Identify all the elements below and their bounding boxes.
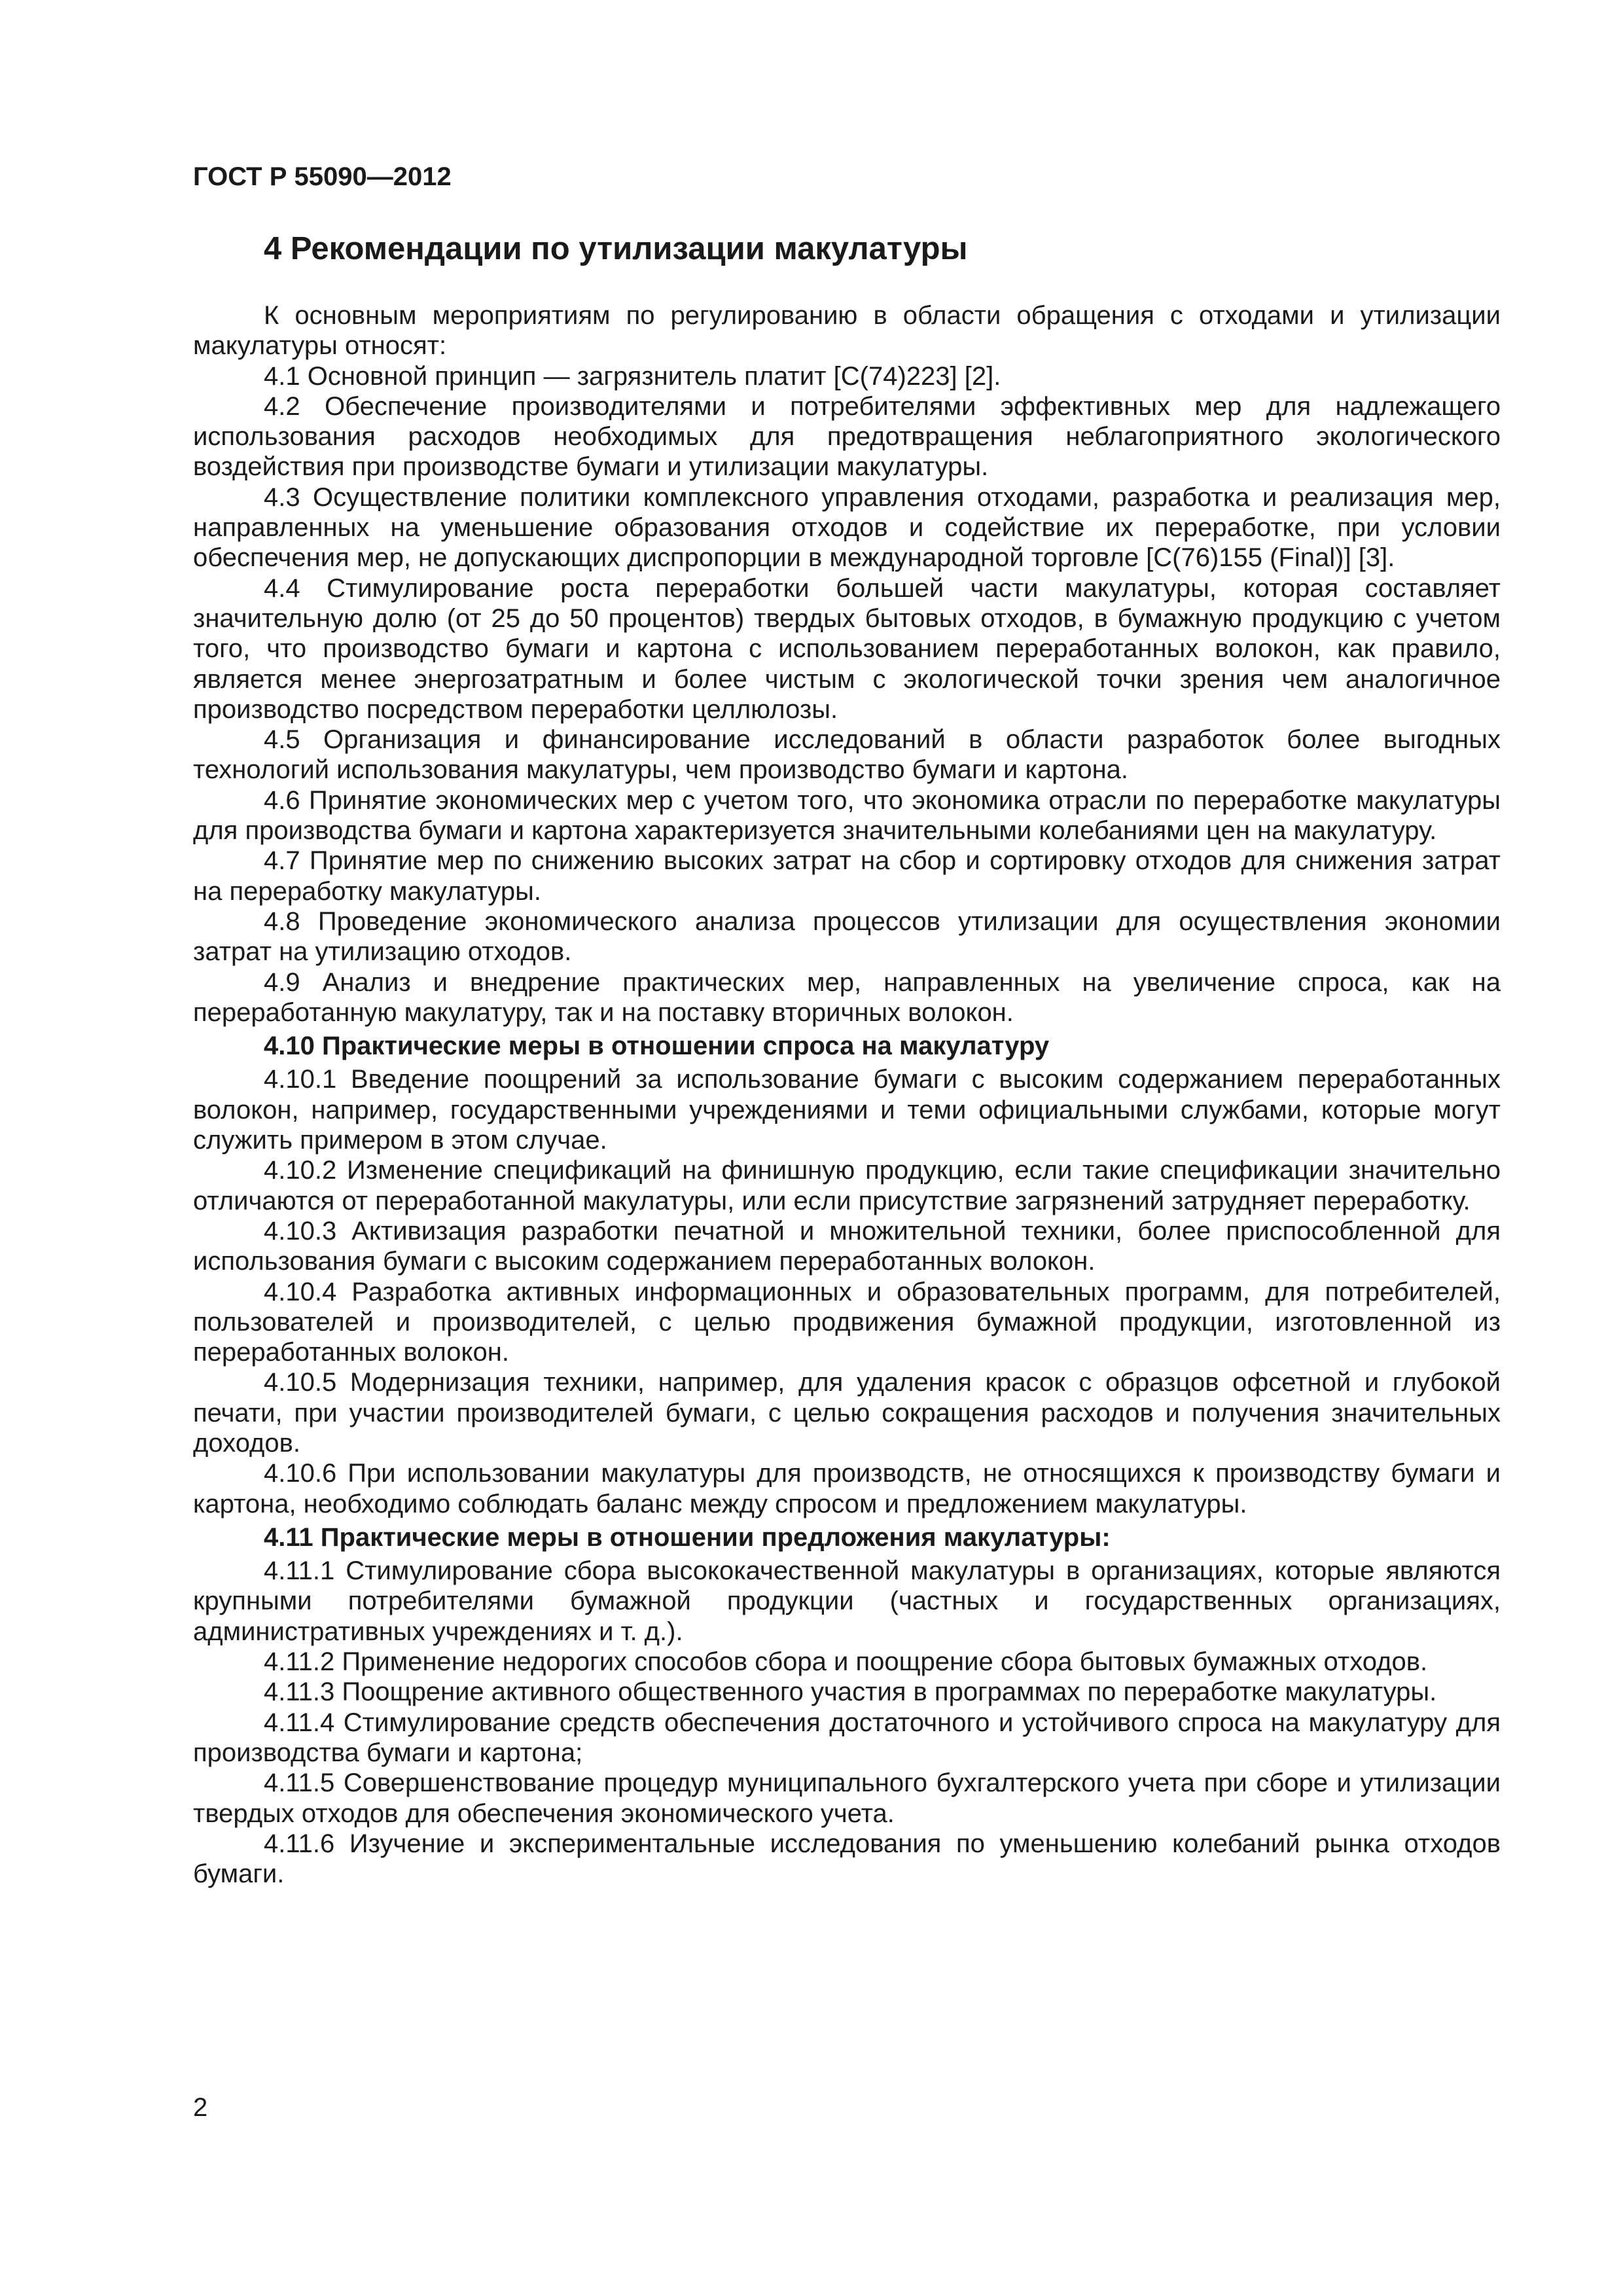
- paragraph-4-10-6: 4.10.6 При использовании макулатуры для производств, не относящихся к производству бумаги и картона, необходимо соблюдать баланс между спросом и предложением макулатуры.: [193, 1459, 1501, 1518]
- document-code: ГОСТ Р 55090—2012: [193, 162, 452, 191]
- paragraph-4-11-4: 4.11.4 Стимулирование средств обеспечения достаточного и устойчивого спроса на макулатуру для производства бумаги и картона;: [193, 1708, 1501, 1767]
- paragraph-4-11-6: 4.11.6 Изучение и экспериментальные исследования по уменьшению колебаний рынка отходов бумаги.: [193, 1829, 1501, 1889]
- paragraph-4-10-2: 4.10.2 Изменение спецификаций на финишную продукцию, если такие спецификации значительно отличаются от переработанной макулатуры, или если присутствие загрязнений затрудняет переработку.: [193, 1156, 1501, 1215]
- paragraph-4-3: 4.3 Осуществление политики комплексного управления отходами, разработка и реализация мер, направленных на уменьшение образования отходов и содействие их переработке, при условии обеспечения мер, не допускающих диспропорции в международной торговле [С(76)155 (Final)] [3].: [193, 482, 1501, 573]
- subsection-heading-4-11: 4.11 Практические меры в отношении предложения макулатуры:: [264, 1522, 1111, 1552]
- subsection-heading-4-10: 4.10 Практические меры в отношении спроса на макулатуру: [264, 1031, 1050, 1061]
- paragraph-4-11-1: 4.11.1 Стимулирование сбора высококачественной макулатуры в организациях, которые являются крупными потребителями бумажной продукции (частных и государственных организациях, административных учреждениях и т. д.).: [193, 1556, 1501, 1646]
- paragraph-4-9: 4.9 Анализ и внедрение практических мер, направленных на увеличение спроса, как на переработанную макулатуру, так и на поставку вторичных волокон.: [193, 967, 1501, 1027]
- paragraph-4-10-1: 4.10.1 Введение поощрений за использование бумаги с высоким содержанием переработанных волокон, например, государственными учреждениями и теми официальными службами, которые могут служить примером в этом случае.: [193, 1065, 1501, 1155]
- paragraph-4-8: 4.8 Проведение экономического анализа процессов утилизации для осуществления экономии затрат на утилизацию отходов.: [193, 906, 1501, 967]
- paragraph-4-11-2: 4.11.2 Применение недорогих способов сбора и поощрение сбора бытовых бумажных отходов.: [264, 1647, 1428, 1677]
- paragraph-4-1: 4.1 Основной принцип — загрязнитель платит [С(74)223] [2].: [264, 361, 1001, 391]
- paragraph-4-10-5: 4.10.5 Модернизация техники, например, для удаления красок с образцов офсетной и глубокой печати, при участии производителей бумаги, с целью сокращения расходов и получения значительных доходов.: [193, 1368, 1501, 1458]
- paragraph-4-10-3: 4.10.3 Активизация разработки печатной и множительной техники, более приспособленной для использования бумаги с высоким содержанием переработанных волокон.: [193, 1216, 1501, 1276]
- paragraph-4-6: 4.6 Принятие экономических мер с учетом того, что экономика отрасли по переработке макулатуры для производства бумаги и картона характеризуется значительными колебаниями цен на макулатуру.: [193, 785, 1501, 846]
- paragraph-4-11-3: 4.11.3 Поощрение активного общественного участия в программах по переработке макулатуры.: [264, 1677, 1437, 1707]
- paragraph-4-2: 4.2 Обеспечение производителями и потребителями эффективных мер для надлежащего использования расходов необходимых для предотвращения неблагоприятного экологического воздействия при производстве бумаги и утилизации макулатуры.: [193, 391, 1501, 482]
- paragraph-4-5: 4.5 Организация и финансирование исследований в области разработок более выгодных технологий использования макулатуры, чем производство бумаги и картона.: [193, 725, 1501, 785]
- document-body: [193, 300, 1501, 1889]
- page-number: 2: [193, 2093, 208, 2122]
- paragraph-4-10-4: 4.10.4 Разработка активных информационных и образовательных программ, для потребителей, пользователей и производителей, с целью продвижения бумажной продукции, изготовленной из переработанных волокон.: [193, 1277, 1501, 1367]
- intro-paragraph: К основным мероприятиям по регулированию в области обращения с отходами и утилизации макулатуры относят:: [193, 301, 1501, 361]
- paragraph-4-7: 4.7 Принятие мер по снижению высоких затрат на сбор и сортировку отходов для снижения затрат на переработку макулатуры.: [193, 846, 1501, 906]
- paragraph-4-11-5: 4.11.5 Совершенствование процедур муниципального бухгалтерского учета при сборе и утилизации твердых отходов для обеспечения экономического учета.: [193, 1768, 1501, 1828]
- section-heading: 4 Рекомендации по утилизации макулатуры: [264, 231, 968, 266]
- paragraph-4-4: 4.4 Стимулирование роста переработки большей части макулатуры, которая составляет значительную долю (от 25 до 50 процентов) твердых бытовых отходов, в бумажную продукцию с учетом того, что производство бумаги и картона с использованием переработанных волокон, как правило, является менее энергозатратным и более чистым с экологической точки зрения чем аналогичное производство посредством переработки целлюлозы.: [193, 573, 1501, 724]
